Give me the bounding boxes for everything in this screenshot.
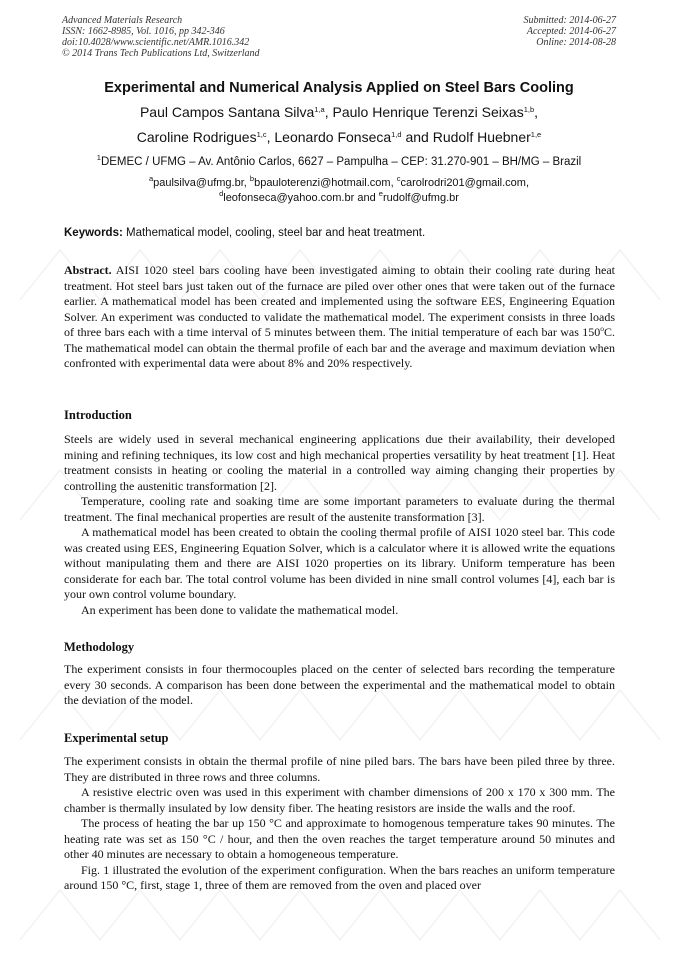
affiliation: $^1$DEMEC / UFMG – Av. Antônio Carlos, 6627 – Pampulha – CEP: 31.270-901 – BH/MG – Brazil [96,153,582,168]
abstract-label: Abstract. [64,263,112,277]
paper-title: Experimental and Numerical Analysis Applied on Steel Bars Cooling [104,80,574,96]
doi-link[interactable]: doi:10.4028/www.scientific.net/AMR.1016.342 [62,37,250,48]
email-link[interactable]: leofonseca@yahoo.com.br [223,192,355,204]
author-line-1: Paul Campos Santana Silva$^{1,a}$, Paulo Henrique Terenzi Seixas$^{1,b}$, [139,104,539,120]
author-sup: 1,c [256,130,267,139]
author-sup: 1,a [314,105,325,114]
abstract: Abstract. AISI 1020 steel bars cooling have been investigated aiming to obtain their cooling rate during heat treatment. Hot steel bars just taken out of the furnace are piled over other ones that were taken out of the furnace earlier. A mathematical model has been created and implemented using the software EES, Engineering Equation Solver. An experiment was conducted to validate the mathematical model. The experiment consists in three loads of three bars each with a time interval of 5 minutes between them. The initial temperature of each bar was 150$^o$C. The mathematical model can obtain the thermal profile of each bar and the average and maximum deviation when confronted with experimental data were about 8% and 20% respectively. [64,263,615,370]
author-name: Leonardo Fonseca [274,129,392,145]
email-link[interactable]: paulsilva@ufmg.br [153,177,244,189]
keywords [64,227,616,239]
paragraph: A mathematical model has been created to obtain the cooling thermal profile of AISI 1020 steel bar. This code was created using EES, Engineering Equation Solver, which is a calculator where it is allowed write the equations without manipulating them and there are AISI 1020 properties on its library. Uniform temperature has been considerate for each bar. The total control volume has been divided in nine small control volumes [4], each bar is your own control volume boundary. [64,525,615,601]
email-link[interactable]: carolrodri201@gmail.com [400,177,526,189]
accepted-date: Accepted: 2014-06-27 [526,26,616,37]
author-name: Rudolf Huebner [432,129,531,145]
email-line-2: $^d$leofonseca@yahoo.com.br and $^e$rudolf@ufmg.br [219,189,459,204]
abstract-text: AISI 1020 steel bars cooling have been investigated aiming to obtain their cooling rate during heat treatment. Hot steel bars just taken out of the furnace are piled over other ones that were taken out of the furnace earlier. A mathematical model has been created and implemented using the software EES, Engineering Equation Solver. An experiment was conducted to validate the mathematical model. The experiment consists in three loads of three bars each with a time interval of 5 minutes between them. The initial temperature of each bar was 150 [64,263,615,339]
journal-header [62,15,260,59]
email-link[interactable]: rudolf@ufmg.br [382,192,459,204]
keywords-text: Mathematical model, cooling, steel bar and heat treatment. [126,227,426,239]
author-sup: 1,d [391,130,402,139]
author-sup: 1,b [523,105,535,114]
copyright-notice: © 2014 Trans Tech Publications Ltd, Switzerland [62,48,260,59]
email-line-1: $^a$paulsilva@ufmg.br, $^b$bpauloterenzi@hotmail.com, $^c$carolrodri201@gmail.com, [148,174,530,189]
paragraph: A resistive electric oven was used in this experiment with chamber dimensions of 200 x 170 x 300 mm. The chamber is thermally insulated by low density fiber. The heating resistors are inside the walls and the roof. [64,785,615,815]
paragraph: Steels are widely used in several mechanical engineering applications due their availability, their developed mining and refining techniques, its low cost and high mechanical properties versatility by heat treatment [1]. Heat treatment consists in heating or cooling the material in a controlled way aiming changing their properties by controlling the austenitic transformation [2]. [64,432,615,493]
keywords-label: Keywords: [64,227,123,239]
submitted-date: Submitted: 2014-06-27 [523,15,616,26]
section-methodology [64,662,615,709]
author-sup: 1,e [530,130,542,139]
paragraph: Temperature, cooling rate and soaking time are some important parameters to evaluate during the thermal treatment. The final mechanical properties are result of the austenite transformation [3]. [64,494,615,524]
section-introduction [64,432,615,618]
author-line-2: Caroline Rodrigues$^{1,c}$, Leonardo Fonseca$^{1,d}$ and Rudolf Huebner$^{1,e}$ [136,129,542,145]
author-name: Paul Campos Santana Silva [139,104,315,120]
paragraph: The process of heating the bar up 150 °C and approximate to homogenous temperature takes 90 minutes. The heating rate was set as 150 °C / hour, and then the oven reaches the target temperature around 50 minutes and other 40 minutes are necessary to obtain a homogeneous temperature. [64,816,615,861]
section-experimental-setup [64,754,615,894]
section-heading-experimental-setup: Experimental setup [64,731,169,745]
section-heading-introduction: Introduction [64,408,132,422]
paragraph: Fig. 1 illustrated the evolution of the experiment configuration. When the bars reaches an uniform temperature around 150 °C, first, stage 1, three of them are removed from the oven and placed over [64,862,615,892]
online-date: Online: 2014-08-28 [536,37,616,48]
journal-name: Advanced Materials Research [62,15,183,26]
section-heading-methodology: Methodology [64,640,135,654]
author-name: Caroline Rodrigues [136,129,257,145]
paragraph: The experiment consists in obtain the thermal profile of nine piled bars. The bars have been piled three by three. They are distributed in three rows and three columns. [64,754,615,784]
paragraph: An experiment has been done to validate the mathematical model. [81,602,399,617]
email-link[interactable]: bpauloterenzi@hotmail.com [254,177,391,189]
author-name: Paulo Henrique Terenzi Seixas [332,104,524,120]
paragraph: The experiment consists in four thermocouples placed on the center of selected bars recording the temperature every 30 seconds. A comparison has been done between the experimental and the mathematical model to obtain the deviation of the model. [64,662,615,707]
journal-issn: ISSN: 1662-8985, Vol. 1016, pp 342-346 [62,26,225,37]
dates-header [524,15,617,48]
